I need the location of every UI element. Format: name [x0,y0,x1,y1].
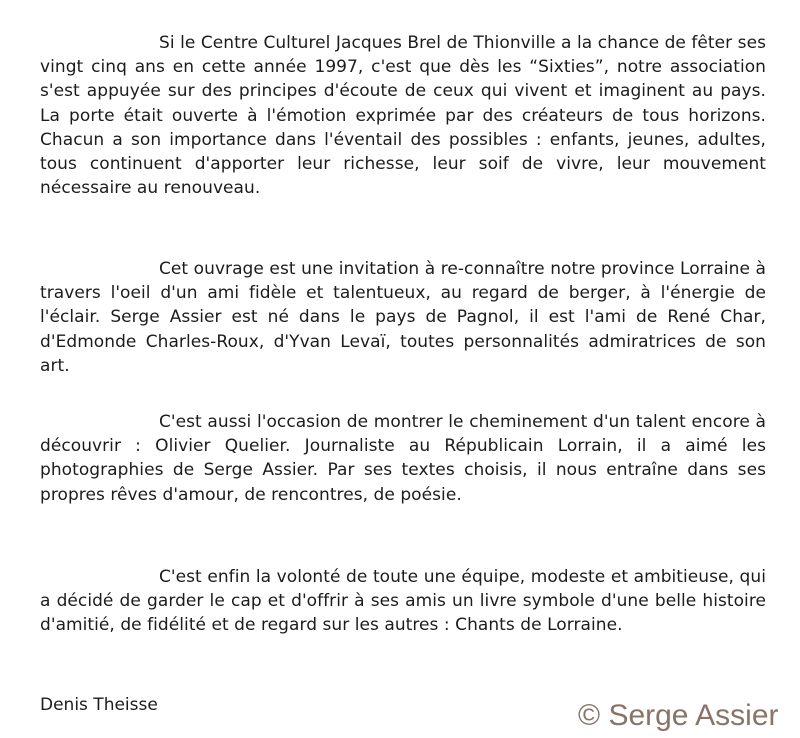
paragraph-intro [40,31,766,200]
paragraph-text: Si le Centre Culturel Jacques Brel de Thionville a la chance de fêter ses vingt cinq ans en cette année 1997, c'est que dès les “Sixties”, notre association s'est appuyée sur des principes d'écoute de ceux qui vivent et imaginent au pays. La porte était ouverte à l'émotion exprimée par des créateurs de tous horizons. Chacun a son importance dans l'éventail des possibles : enfants, jeunes, adultes, tous continuent d'apporter leur richesse, leur soif de vivre, leur mouvement nécessaire au renouveau. [40,33,766,199]
paragraph-text: C'est aussi l'occasion de montrer le cheminement d'un talent encore à découvrir : Olivier Quelier. Journaliste au Républicain Lorrain, il a aimé les photographies de Serge Assier. Par ses textes choisis, il nous entraîne dans ses propres rêves d'amour, de rencontres, de poésie. [40,412,766,505]
signature: Denis Theisse [40,695,158,715]
paragraph-talent [40,410,766,507]
paragraph-closing [40,565,766,638]
copyright-watermark: © Serge Assier [578,699,779,732]
paragraph-text: C'est enfin la volonté de toute une équipe, modeste et ambitieuse, qui a décidé de garder le cap et d'offrir à ses amis un livre symbole d'une belle histoire d'amitié, de fidélité et de regard sur les autres : Chants de Lorraine. [40,567,766,636]
paragraph-text: Cet ouvrage est une invitation à re-connaître notre province Lorraine à travers l'oeil d'un ami fidèle et talentueux, au regard de berger, à l'énergie de l'éclair. Serge Assier est né dans le pays de Pagnol, il est l'ami de René Char, d'Edmonde Charles-Roux, d'Yvan Levaï, toutes personnalités admiratrices de son art. [40,259,766,376]
paragraph-invitation [40,257,766,378]
